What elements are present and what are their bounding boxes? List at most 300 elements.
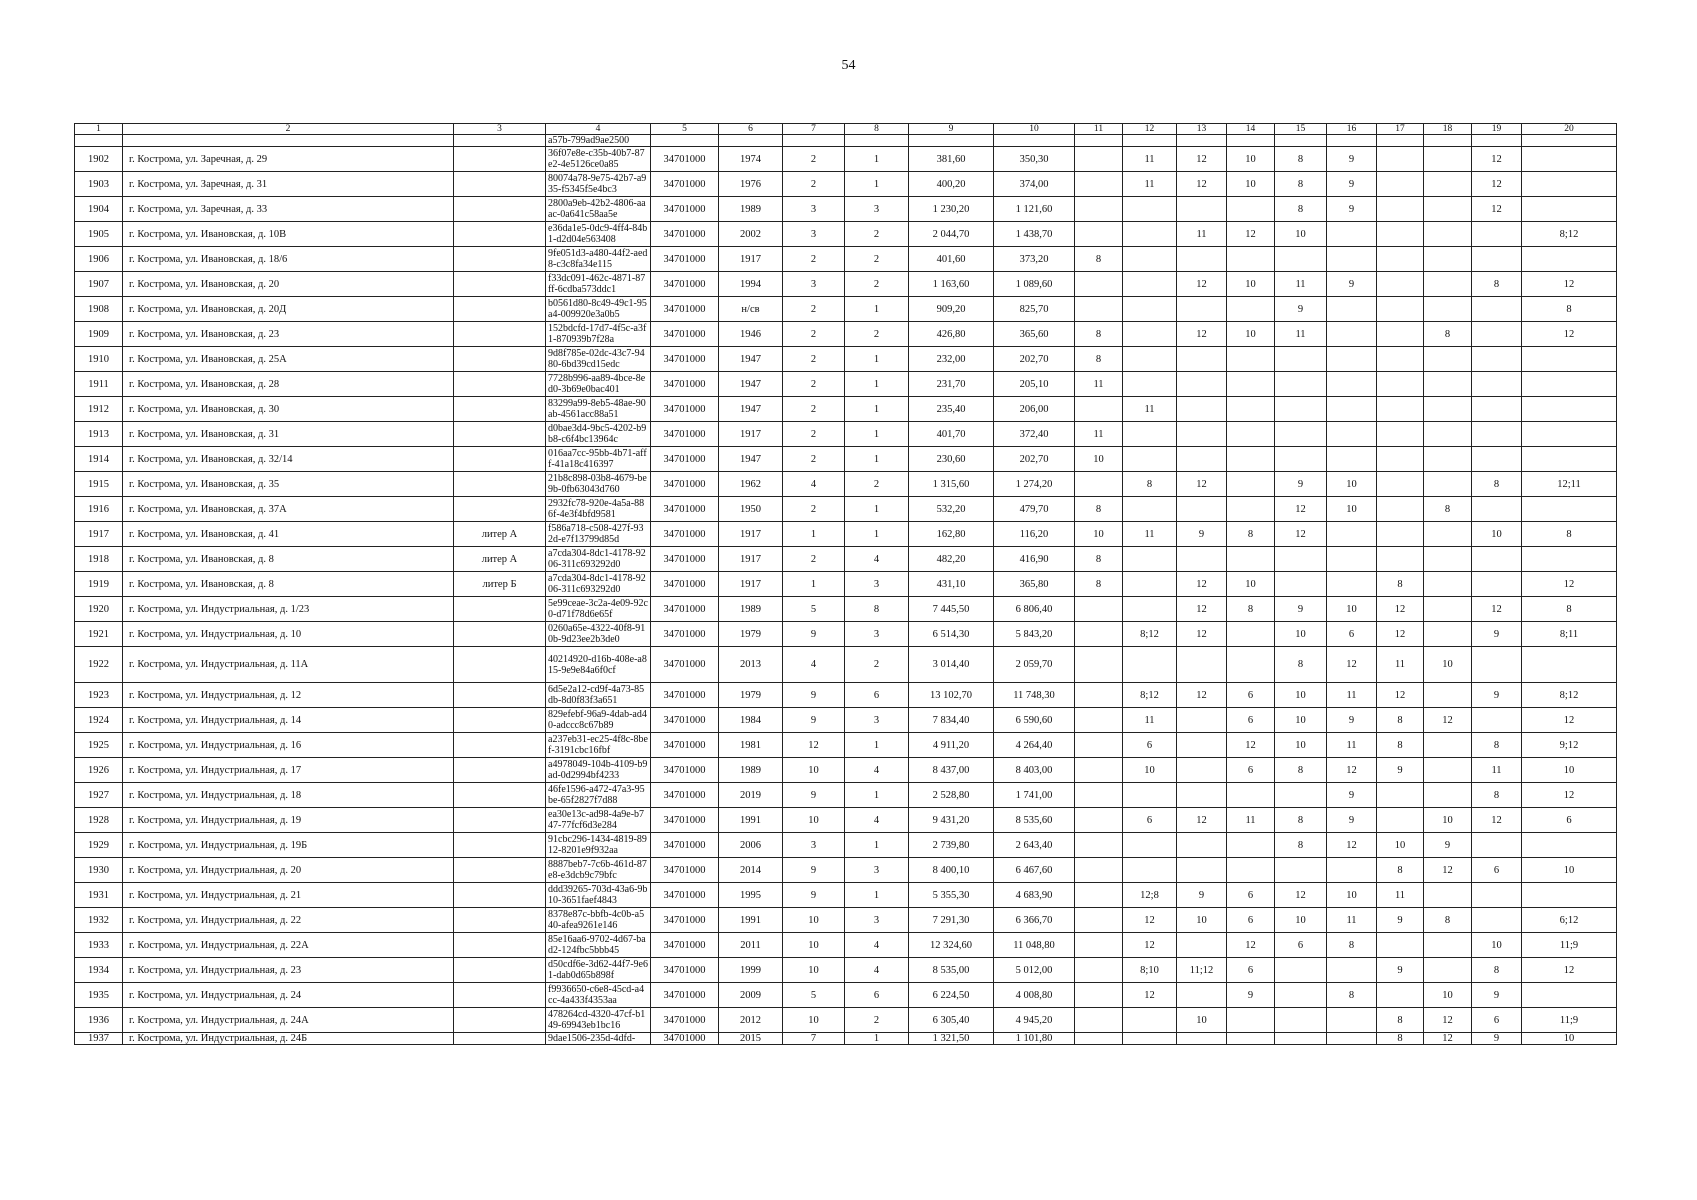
header-cell: 15 xyxy=(1275,124,1327,135)
table-cell xyxy=(1424,733,1472,758)
table-cell: 8 xyxy=(1377,858,1424,883)
table-cell: 10 xyxy=(1227,272,1275,297)
table-cell: 1930 xyxy=(75,858,123,883)
table-cell: 3 xyxy=(783,272,845,297)
table-cell: 116,20 xyxy=(994,522,1075,547)
table-cell xyxy=(454,908,546,933)
table-cell: 1934 xyxy=(75,958,123,983)
table-cell: 9 xyxy=(783,708,845,733)
table-cell: 2 xyxy=(845,222,909,247)
table-cell: 11 xyxy=(1327,683,1377,708)
table-cell xyxy=(454,647,546,683)
table-row xyxy=(75,147,1617,172)
table-cell: 1931 xyxy=(75,883,123,908)
table-cell: 34701000 xyxy=(651,933,719,958)
table-cell: 1903 xyxy=(75,172,123,197)
table-cell: 34701000 xyxy=(651,322,719,347)
table-cell xyxy=(1227,858,1275,883)
table-row xyxy=(75,322,1617,347)
table-cell: г. Кострома, ул. Ивановская, д. 32/14 xyxy=(123,447,454,472)
table-cell: г. Кострома, ул. Индустриальная, д. 12 xyxy=(123,683,454,708)
table-cell: 12 xyxy=(1227,733,1275,758)
table-row xyxy=(75,372,1617,397)
table-cell: 4 xyxy=(845,958,909,983)
table-cell xyxy=(1472,497,1522,522)
guid-fragment: a57b-799ad9ae2500 xyxy=(546,135,651,147)
table-cell xyxy=(454,1008,546,1033)
table-cell: 8 xyxy=(1075,547,1123,572)
table-cell: 401,60 xyxy=(909,247,994,272)
table-cell: 34701000 xyxy=(651,858,719,883)
table-cell: 365,80 xyxy=(994,572,1075,597)
table-cell xyxy=(1275,347,1327,372)
table-cell xyxy=(1123,572,1177,597)
table-cell xyxy=(1377,172,1424,197)
table-cell: 10 xyxy=(1327,472,1377,497)
table-cell: 372,40 xyxy=(994,422,1075,447)
table-cell: 8 xyxy=(1472,472,1522,497)
table-cell xyxy=(1424,222,1472,247)
table-cell xyxy=(1472,908,1522,933)
table-cell xyxy=(1472,572,1522,597)
table-cell: 6 xyxy=(1227,708,1275,733)
table-cell: 4 945,20 xyxy=(994,1008,1075,1033)
table-cell: 6 806,40 xyxy=(994,597,1075,622)
table-cell: 1932 xyxy=(75,908,123,933)
table-cell: 34701000 xyxy=(651,447,719,472)
table-cell xyxy=(454,597,546,622)
table-cell xyxy=(1327,247,1377,272)
table-cell xyxy=(1327,858,1377,883)
table-cell: 6 xyxy=(1123,733,1177,758)
table-cell: 1999 xyxy=(719,958,783,983)
table-cell xyxy=(1177,247,1227,272)
table-row xyxy=(75,858,1617,883)
table-cell: 202,70 xyxy=(994,447,1075,472)
table-cell: 1989 xyxy=(719,758,783,783)
table-cell xyxy=(1377,808,1424,833)
table-cell xyxy=(1327,222,1377,247)
table-cell: 12 xyxy=(1177,808,1227,833)
table-cell: 1909 xyxy=(75,322,123,347)
table-cell xyxy=(1522,497,1617,522)
table-cell: 8 xyxy=(1472,958,1522,983)
table-cell: 8 xyxy=(1275,147,1327,172)
table-cell xyxy=(1075,908,1123,933)
table-row xyxy=(75,983,1617,1008)
table-cell: 8 xyxy=(1377,1033,1424,1045)
table-row xyxy=(75,522,1617,547)
table-cell: 8;12 xyxy=(1123,622,1177,647)
table-cell xyxy=(1424,272,1472,297)
table-cell xyxy=(1123,1033,1177,1045)
table-cell: 9 xyxy=(1177,522,1227,547)
table-cell xyxy=(1075,647,1123,683)
table-cell: 12 xyxy=(1275,497,1327,522)
table-cell: 1 xyxy=(845,347,909,372)
table-cell: 1904 xyxy=(75,197,123,222)
table-cell: 34701000 xyxy=(651,647,719,683)
table-cell xyxy=(1377,397,1424,422)
table-cell: 4 xyxy=(783,647,845,683)
table-cell: 1917 xyxy=(719,247,783,272)
table-cell: 2 xyxy=(783,347,845,372)
table-cell: 1922 xyxy=(75,647,123,683)
table-cell: 6 xyxy=(845,683,909,708)
table-cell xyxy=(1522,197,1617,222)
table-cell: 6 xyxy=(1227,758,1275,783)
table-cell: 9 xyxy=(1327,708,1377,733)
table-cell: 12 xyxy=(1123,933,1177,958)
table-cell xyxy=(1522,547,1617,572)
table-cell: 162,80 xyxy=(909,522,994,547)
table-cell xyxy=(454,958,546,983)
table-cell xyxy=(1275,447,1327,472)
table-cell: 2002 xyxy=(719,222,783,247)
table-cell xyxy=(1377,322,1424,347)
table-cell: г. Кострома, ул. Индустриальная, д. 19 xyxy=(123,808,454,833)
table-cell xyxy=(1123,833,1177,858)
table-cell xyxy=(1424,372,1472,397)
table-cell: 825,70 xyxy=(994,297,1075,322)
table-cell xyxy=(1123,597,1177,622)
table-cell: 2932fc78-920e-4a5a-886f-4e3f4bfd9581 xyxy=(546,497,651,522)
table-cell: 5 xyxy=(783,983,845,1008)
table-cell: 1910 xyxy=(75,347,123,372)
table-cell xyxy=(1377,422,1424,447)
table-cell: г. Кострома, ул. Индустриальная, д. 18 xyxy=(123,783,454,808)
table-cell xyxy=(1472,708,1522,733)
table-cell: 8 xyxy=(1377,708,1424,733)
table-cell: 8 xyxy=(1377,572,1424,597)
table-cell xyxy=(1177,422,1227,447)
table-cell: 1 xyxy=(845,733,909,758)
table-cell xyxy=(1177,372,1227,397)
table-cell: 21b8c898-03b8-4679-be9b-0fb63043d760 xyxy=(546,472,651,497)
table-cell: 8 403,00 xyxy=(994,758,1075,783)
table-cell: 12;8 xyxy=(1123,883,1177,908)
table-cell: 6 590,60 xyxy=(994,708,1075,733)
table-cell: 12 xyxy=(1424,858,1472,883)
table-cell: 426,80 xyxy=(909,322,994,347)
header-cell: 8 xyxy=(845,124,909,135)
table-cell xyxy=(1075,933,1123,958)
table-cell: 8 535,60 xyxy=(994,808,1075,833)
table-cell xyxy=(1424,422,1472,447)
table-cell xyxy=(1075,622,1123,647)
table-cell: 8;12 xyxy=(1522,222,1617,247)
table-cell: 1924 xyxy=(75,708,123,733)
table-cell xyxy=(1377,272,1424,297)
table-cell: 235,40 xyxy=(909,397,994,422)
table-cell: 91cbc296-1434-4819-8912-8201e9f932aa xyxy=(546,833,651,858)
table-cell: 12 xyxy=(1177,147,1227,172)
table-cell: 206,00 xyxy=(994,397,1075,422)
table-cell: 1925 xyxy=(75,733,123,758)
table-cell: 2 643,40 xyxy=(994,833,1075,858)
table-cell: 230,60 xyxy=(909,447,994,472)
table-cell: г. Кострома, ул. Ивановская, д. 23 xyxy=(123,322,454,347)
table-cell: 3 xyxy=(783,222,845,247)
table-cell: 9 xyxy=(1327,783,1377,808)
table-cell: г. Кострома, ул. Ивановская, д. 31 xyxy=(123,422,454,447)
table-cell: 11;9 xyxy=(1522,933,1617,958)
table-cell: 11 xyxy=(1075,422,1123,447)
table-cell xyxy=(1227,547,1275,572)
table-row xyxy=(75,708,1617,733)
table-cell: 8 xyxy=(1424,322,1472,347)
table-cell xyxy=(1177,347,1227,372)
table-cell xyxy=(1075,883,1123,908)
table-cell: 1913 xyxy=(75,422,123,447)
table-cell: 8887beb7-7c6b-461d-87e8-e3dcb9c79bfc xyxy=(546,858,651,883)
table-cell: 9 xyxy=(1472,983,1522,1008)
table-cell: 7728b996-aa89-4bce-8ed0-3b69e0bac401 xyxy=(546,372,651,397)
table-cell xyxy=(1424,472,1472,497)
table-cell: 34701000 xyxy=(651,708,719,733)
table-cell: 8;12 xyxy=(1522,683,1617,708)
table-cell: 1927 xyxy=(75,783,123,808)
table-cell: 2 739,80 xyxy=(909,833,994,858)
table-cell: г. Кострома, ул. Ивановская, д. 20Д xyxy=(123,297,454,322)
header-cell: 19 xyxy=(1472,124,1522,135)
table-cell: 373,20 xyxy=(994,247,1075,272)
table-cell: 1950 xyxy=(719,497,783,522)
table-cell xyxy=(1327,422,1377,447)
table-cell xyxy=(1075,708,1123,733)
table-cell: 2019 xyxy=(719,783,783,808)
header-cell: 13 xyxy=(1177,124,1227,135)
table-cell xyxy=(1424,597,1472,622)
table-cell: 10 xyxy=(1522,858,1617,883)
table-cell: 1947 xyxy=(719,447,783,472)
table-cell: 1929 xyxy=(75,833,123,858)
table-cell: 12 xyxy=(1424,1008,1472,1033)
table-cell: 10 xyxy=(1177,908,1227,933)
table-cell: 3 xyxy=(845,572,909,597)
table-cell: 8 xyxy=(1424,497,1472,522)
table-cell: 11 xyxy=(1472,758,1522,783)
table-cell: 34701000 xyxy=(651,958,719,983)
table-row xyxy=(75,197,1617,222)
table-cell: 5e99ceae-3c2a-4e09-92c0-d71f78d6e65f xyxy=(546,597,651,622)
table-cell: 10 xyxy=(783,1008,845,1033)
table-cell: 8 xyxy=(1075,322,1123,347)
table-cell: 12 xyxy=(1472,808,1522,833)
table-cell: 11 xyxy=(1123,147,1177,172)
table-cell: 34701000 xyxy=(651,833,719,858)
table-cell xyxy=(1377,522,1424,547)
table-cell: 11 xyxy=(1227,808,1275,833)
table-cell: 34701000 xyxy=(651,683,719,708)
table-cell: 1974 xyxy=(719,147,783,172)
table-cell: 1933 xyxy=(75,933,123,958)
table-cell: 4 264,40 xyxy=(994,733,1075,758)
table-cell: г. Кострома, ул. Ивановская, д. 35 xyxy=(123,472,454,497)
table-cell: 10 xyxy=(1327,497,1377,522)
table-cell: 10 xyxy=(1424,983,1472,1008)
table-cell: 365,60 xyxy=(994,322,1075,347)
table-cell: 1976 xyxy=(719,172,783,197)
table-cell: 1935 xyxy=(75,983,123,1008)
table-cell: 12 xyxy=(1177,172,1227,197)
table-cell: 10 xyxy=(1472,522,1522,547)
table-cell xyxy=(1327,1033,1377,1045)
table-cell xyxy=(1227,197,1275,222)
header-cell: 11 xyxy=(1075,124,1123,135)
table-cell: 1947 xyxy=(719,397,783,422)
table-cell xyxy=(1377,372,1424,397)
table-cell xyxy=(1075,172,1123,197)
table-cell: 11 xyxy=(1177,222,1227,247)
table-cell: 1 xyxy=(845,147,909,172)
table-cell: 1917 xyxy=(75,522,123,547)
table-cell: 34701000 xyxy=(651,247,719,272)
table-cell: 1911 xyxy=(75,372,123,397)
table-row xyxy=(75,572,1617,597)
table-cell: 36f07e8e-c35b-40b7-87e2-4e5126ce0a85 xyxy=(546,147,651,172)
table-cell xyxy=(1123,372,1177,397)
table-cell xyxy=(1424,247,1472,272)
table-cell xyxy=(1177,833,1227,858)
table-cell xyxy=(1327,297,1377,322)
table-cell xyxy=(454,758,546,783)
table-cell: 11 xyxy=(1377,647,1424,683)
table-cell xyxy=(1522,883,1617,908)
table-cell xyxy=(1327,522,1377,547)
header-row xyxy=(75,124,1617,135)
header-cell: 4 xyxy=(546,124,651,135)
table-cell: 5 012,00 xyxy=(994,958,1075,983)
table-cell: d0bae3d4-9bc5-4202-b9b8-c6f4bc13964c xyxy=(546,422,651,447)
table-body xyxy=(75,135,1617,1045)
table-cell xyxy=(454,447,546,472)
table-cell: г. Кострома, ул. Индустриальная, д. 24А xyxy=(123,1008,454,1033)
table-cell xyxy=(1227,1033,1275,1045)
table-cell: 1947 xyxy=(719,372,783,397)
table-cell: 2012 xyxy=(719,1008,783,1033)
table-cell: f9936650-c6e8-45cd-a4cc-4a433f4353aa xyxy=(546,983,651,1008)
table-cell: 6 xyxy=(1327,622,1377,647)
table-cell: 416,90 xyxy=(994,547,1075,572)
table-cell: 1 101,80 xyxy=(994,1033,1075,1045)
table-cell: 34701000 xyxy=(651,222,719,247)
table-cell xyxy=(1123,447,1177,472)
table-cell xyxy=(1275,422,1327,447)
table-row xyxy=(75,833,1617,858)
table-cell xyxy=(1275,372,1327,397)
table-cell xyxy=(1123,783,1177,808)
table-cell: 1 274,20 xyxy=(994,472,1075,497)
table-cell: 8 xyxy=(1075,572,1123,597)
table-cell: 12 xyxy=(1275,522,1327,547)
table-cell: 2 xyxy=(845,247,909,272)
table-cell: 1 xyxy=(845,422,909,447)
table-cell: г. Кострома, ул. Индустриальная, д. 17 xyxy=(123,758,454,783)
table-cell xyxy=(454,322,546,347)
table-cell: 3 xyxy=(845,622,909,647)
table-cell: 2 xyxy=(845,1008,909,1033)
table-cell: 11 xyxy=(1075,372,1123,397)
table-cell: 8 xyxy=(1522,597,1617,622)
table-cell: г. Кострома, ул. Ивановская, д. 37А xyxy=(123,497,454,522)
table-cell: 8 xyxy=(1472,272,1522,297)
table-cell xyxy=(454,347,546,372)
table-cell xyxy=(454,197,546,222)
table-cell xyxy=(1123,197,1177,222)
table-cell xyxy=(1522,983,1617,1008)
table-cell: 1 xyxy=(845,883,909,908)
table-cell: 10 xyxy=(1275,222,1327,247)
table-cell: 34701000 xyxy=(651,422,719,447)
table-cell: 2 xyxy=(783,447,845,472)
table-cell xyxy=(454,372,546,397)
table-cell xyxy=(454,808,546,833)
table-cell: 34701000 xyxy=(651,808,719,833)
table-cell xyxy=(1424,347,1472,372)
table-cell: 2 xyxy=(783,322,845,347)
table-cell: 11;9 xyxy=(1522,1008,1617,1033)
table-cell xyxy=(1522,422,1617,447)
table-cell: 8 xyxy=(1522,522,1617,547)
table-cell: 2 xyxy=(845,472,909,497)
table-cell: 34701000 xyxy=(651,297,719,322)
table-row xyxy=(75,422,1617,447)
table-cell: 9 xyxy=(783,683,845,708)
table-cell: 1989 xyxy=(719,597,783,622)
table-cell: 1947 xyxy=(719,347,783,372)
table-cell xyxy=(1275,958,1327,983)
table-cell xyxy=(1075,597,1123,622)
table-cell xyxy=(1177,1033,1227,1045)
table-cell xyxy=(454,172,546,197)
table-cell: 34701000 xyxy=(651,908,719,933)
table-cell: г. Кострома, ул. Индустриальная, д. 16 xyxy=(123,733,454,758)
table-cell xyxy=(1275,1033,1327,1045)
header-cell: 10 xyxy=(994,124,1075,135)
table-cell: г. Кострома, ул. Индустриальная, д. 10 xyxy=(123,622,454,647)
table-cell: ea30e13c-ad98-4a9e-b747-77fcf6d3e284 xyxy=(546,808,651,833)
table-cell: 3 xyxy=(783,197,845,222)
table-cell xyxy=(454,933,546,958)
table-cell xyxy=(1424,297,1472,322)
table-cell: 8 xyxy=(1275,808,1327,833)
table-cell: 10 xyxy=(783,808,845,833)
table-cell xyxy=(1327,347,1377,372)
table-cell xyxy=(1472,833,1522,858)
table-cell: 350,30 xyxy=(994,147,1075,172)
table-cell xyxy=(454,272,546,297)
table-cell: 4 683,90 xyxy=(994,883,1075,908)
table-cell: 12 xyxy=(1377,597,1424,622)
table-cell: г. Кострома, ул. Заречная, д. 29 xyxy=(123,147,454,172)
header-cell: 7 xyxy=(783,124,845,135)
table-cell xyxy=(1227,447,1275,472)
table-cell: 11 xyxy=(1123,397,1177,422)
table-cell xyxy=(1075,758,1123,783)
table-cell: 8 xyxy=(1275,172,1327,197)
table-cell: 8 xyxy=(1275,833,1327,858)
table-cell: 12 xyxy=(1227,933,1275,958)
table-cell xyxy=(1472,547,1522,572)
table-cell: 10 xyxy=(1327,883,1377,908)
table-cell: г. Кострома, ул. Индустриальная, д. 19Б xyxy=(123,833,454,858)
header-cell: 20 xyxy=(1522,124,1617,135)
table-cell xyxy=(1075,222,1123,247)
table-cell: 1 741,00 xyxy=(994,783,1075,808)
table-cell xyxy=(1522,647,1617,683)
table-cell: 6 366,70 xyxy=(994,908,1075,933)
